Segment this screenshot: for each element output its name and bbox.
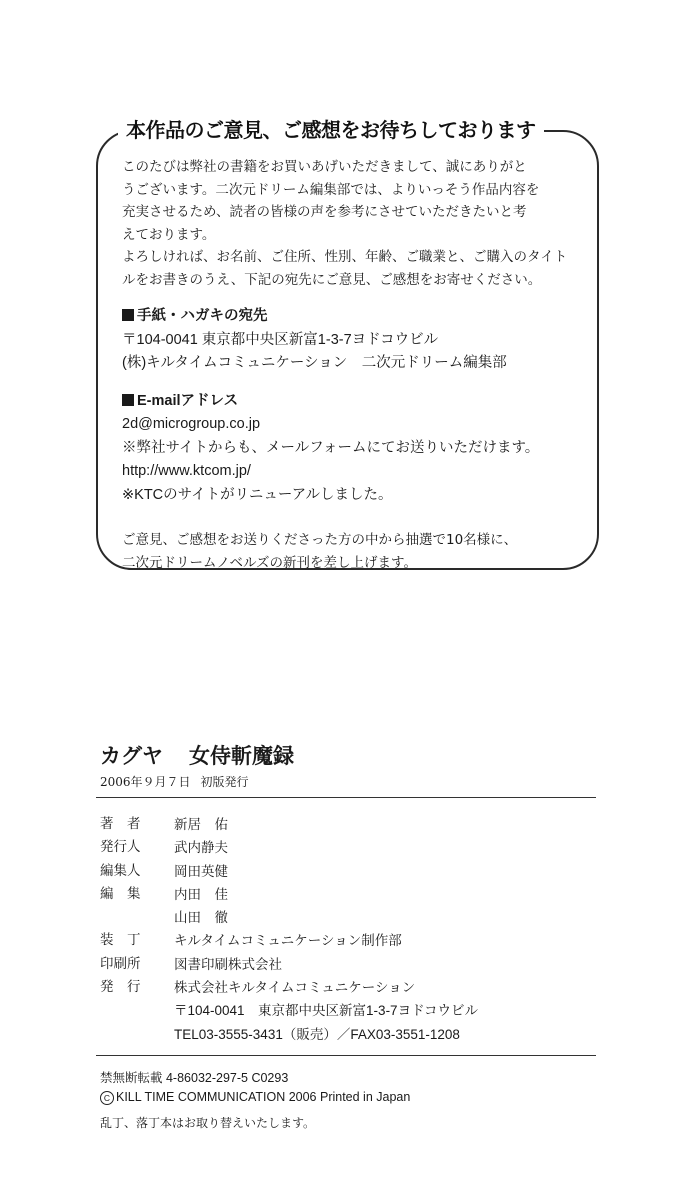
credit-value: 山田 徹: [174, 910, 228, 926]
copyright-icon: C: [100, 1091, 114, 1105]
credit-role: 著 者: [100, 816, 141, 832]
feedback-body: [122, 156, 582, 574]
copyright-text: KILL TIME COMMUNICATION 2006 Printed in Japan: [116, 1090, 411, 1104]
book-subtitle: 女侍斬魔録: [189, 744, 294, 768]
credit-role: 発行人: [100, 839, 141, 856]
credit-value: 株式会社キルタイムコミュニケーション: [174, 980, 416, 996]
edition-text: 初版発行: [200, 775, 249, 789]
book-title: [100, 740, 294, 770]
closing-text: [122, 529, 582, 574]
credit-value: TEL03-3555-3431（販売）／FAX03-3551-1208: [174, 1026, 460, 1042]
intro-line: よろしければ、お名前、ご住所、性別、年齢、ご職業と、ご購入のタイト: [122, 249, 568, 265]
credit-value: 〒104-0041 東京都中央区新富1-3-7ヨドコウビル: [174, 1003, 479, 1019]
intro-line: ルをお書きのうえ、下記の宛先にご意見、ご感想をお寄せください。: [122, 271, 542, 288]
book-title-main: カグヤ: [100, 744, 163, 768]
intro-line: えております。: [122, 226, 216, 243]
email-section: [122, 390, 582, 508]
date-text: 2006年９月７日: [100, 775, 191, 789]
square-bullet-icon: [122, 394, 134, 406]
credit-role: 装 丁: [100, 932, 141, 949]
credit-value: 岡田英健: [174, 863, 228, 879]
mail-heading: [122, 305, 582, 329]
mail-recipient: (株)キルタイムコミュニケーション 二次元ドリーム編集部: [122, 355, 507, 371]
credit-role: 印刷所: [100, 955, 141, 972]
feedback-title: 本作品のご意見、ご感想をお待ちしております: [118, 114, 544, 143]
mail-heading-text: 手紙・ハガキの宛先: [137, 308, 268, 324]
intro-line: うございます。二次元ドリーム編集部では、よりいっそう作品内容を: [122, 181, 540, 198]
replacement-note: 乱丁、落丁本はお取り替えいたします。: [100, 1116, 316, 1130]
credit-value: キルタイムコミュニケーション制作部: [174, 933, 402, 949]
credit-value: 新居 佑: [174, 817, 228, 832]
email-heading-text: E-mailアドレス: [137, 392, 239, 409]
credit-value: 図書印刷株式会社: [174, 956, 282, 972]
square-bullet-icon: [122, 309, 134, 321]
closing-line: ご意見、ご感想をお送りくださった方の中から抽選で10名様に、: [122, 532, 518, 548]
renewal-note: ※KTCのサイトがリニューアルしました。: [122, 486, 393, 503]
top-divider: [96, 797, 596, 798]
copyright-line: [100, 1088, 410, 1107]
email-address[interactable]: 2d@microgroup.co.jp: [122, 416, 261, 432]
bottom-divider: [96, 1055, 596, 1056]
credit-value: 内田 佳: [174, 886, 228, 902]
email-heading: [122, 390, 582, 414]
closing-line: 二次元ドリームノベルズの新刊を差し上げます。: [122, 554, 417, 571]
mail-section: [122, 305, 582, 376]
email-form-note: ※弊社サイトからも、メールフォームにてお送りいただけます。: [122, 439, 540, 456]
credit-role: 編集人: [100, 862, 141, 879]
credit-value: 武内静夫: [174, 840, 228, 856]
credit-role: 発 行: [100, 979, 141, 996]
intro-line: このたびは弊社の書籍をお買いあげいただきまして、誠にありがと: [122, 159, 527, 175]
website-url[interactable]: http://www.ktcom.jp/: [122, 463, 251, 479]
legal-block: [100, 1069, 410, 1133]
credit-role: 編 集: [100, 885, 141, 902]
mail-address: 〒104-0041 東京都中央区新富1-3-7ヨドコウビル: [122, 331, 439, 348]
isbn-line: 禁無断転載 4-86032-297-5 C0293: [100, 1071, 289, 1085]
intro-line: 充実させるため、読者の皆様の声を参考にさせていただきたいと考: [122, 204, 527, 220]
publication-date: [100, 773, 249, 790]
